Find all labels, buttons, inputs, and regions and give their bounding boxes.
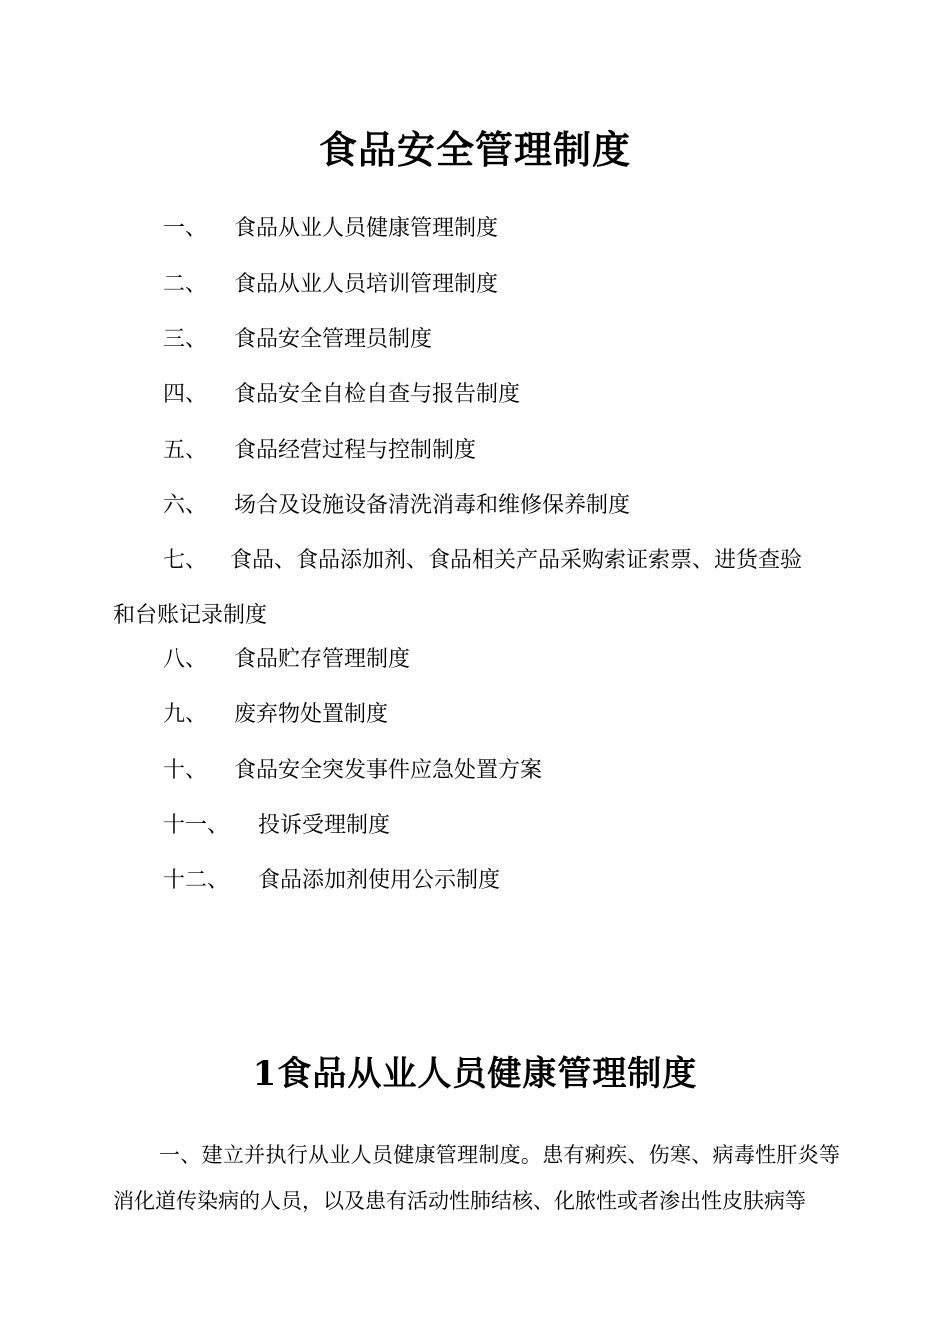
toc-item-number: 二、 (163, 272, 208, 297)
toc-item-line (113, 546, 840, 601)
toc-item-1 (163, 214, 498, 244)
toc-item-number: 十、 (163, 758, 208, 783)
toc-item-11 (163, 811, 390, 841)
toc-item-2 (163, 270, 498, 300)
toc-item-number: 一、 (163, 216, 208, 241)
toc-item-number: 四、 (163, 382, 208, 407)
toc-item-text: 食品安全管理员制度 (234, 327, 433, 352)
toc-item-number: 五、 (163, 438, 208, 463)
toc-item-number: 十二、 (163, 868, 230, 893)
toc-item-10 (163, 756, 542, 786)
section-title: 1食品从业人员健康管理制度 (252, 1054, 698, 1094)
document-title: 食品安全管理制度 (318, 127, 631, 172)
toc-item-number: 九、 (163, 702, 208, 727)
section-paragraph: 一、建立并执行从业人员健康管理制度。患有痢疾、伤寒、病毒性肝炎等消化道传染病的人员，以及患有活动性肺结核、化脓性或者渗出性皮肤病等 (113, 1143, 840, 1213)
toc-item-text-continuation: 和台账记录制度 (113, 603, 268, 628)
toc-item-text: 投诉受理制度 (258, 813, 391, 838)
toc-item-12 (163, 866, 500, 896)
toc-item-number: 六、 (163, 493, 208, 518)
toc-item-text: 食品安全自检自查与报告制度 (234, 382, 521, 407)
toc-item-text: 废弃物处置制度 (234, 702, 389, 727)
toc-item-text: 食品从业人员健康管理制度 (234, 216, 499, 241)
toc-item-text: 食品安全突发事件应急处置方案 (234, 758, 543, 783)
toc-item-3 (163, 325, 432, 355)
toc-item-text: 食品贮存管理制度 (234, 647, 411, 672)
toc-item-text: 食品、食品添加剂、食品相关产品采购索证索票、进货查验 (230, 548, 803, 573)
toc-item-text: 食品从业人员培训管理制度 (234, 272, 499, 297)
toc-item-number: 十一、 (163, 813, 230, 838)
toc-item-9 (163, 700, 388, 730)
toc-item-number: 三、 (163, 327, 208, 352)
toc-item-4 (163, 380, 520, 410)
toc-item-text: 食品经营过程与控制制度 (234, 438, 477, 463)
toc-item-text: 场合及设施设备清洗消毒和维修保养制度 (234, 493, 631, 518)
toc-item-7 (113, 546, 840, 656)
toc-item-6 (163, 491, 630, 521)
toc-item-number: 八、 (163, 647, 208, 672)
toc-item-5 (163, 436, 476, 466)
toc-item-8 (163, 645, 410, 675)
toc-item-text: 食品添加剂使用公示制度 (258, 868, 501, 893)
toc-item-number: 七、 (163, 548, 208, 573)
